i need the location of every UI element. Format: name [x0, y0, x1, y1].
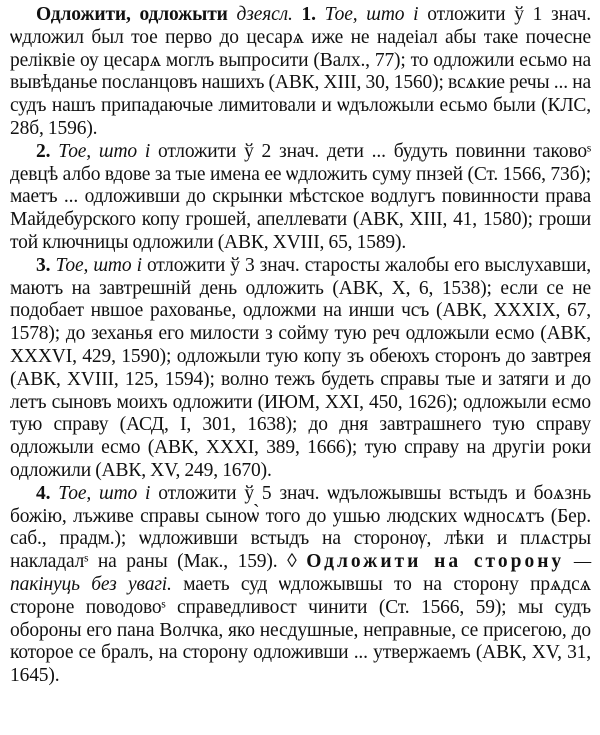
- sense-4: 4. Тое, што і отложити ў 5 знач. ѡдъложывшы встыдъ и боѧзнь божiю, лъживе справы сыноѡ̀ того до ушью людских ѡдносѧтъ (Бер. саб., прадм.); ѡдложивши встыдъ на сторонѹ, лѣки и плѧстры накладалˢ на раны (Мак., 159). ◊ Одложити на сторону — пакінуць без увагі. маеть суд ѡдложывшы то на сторону прѧдсѧ стороне поводовоˢ справедливост чинити (Ст. 1566, 59); мы судъ обороны его пана Волчка, яко несдушные, неправные, се присегою, до которое се бралъ, на сторону одложивши ... утвержаемъ (АВК, XV, 31, 1645).: [10, 482, 592, 687]
- cross-reference: отложити ў 3 знач.: [146, 254, 300, 276]
- cross-reference: отложити ў 1 знач.: [427, 4, 591, 25]
- headword: Одложити, одложыти: [36, 4, 228, 25]
- part-of-speech: дзеясл.: [236, 4, 293, 25]
- sense-text: ѡдложил был тое перво до цесарѧ иже не надеiал абы таке почесне релiквiе оу цесарѧ моглъ выпросити (Валх., 77); то одложили есьмо на вывѣданье посланцовъ нашихъ (АВК, XIII, 30, 1560); всѧкие речы ... на судъ нашъ припадаючые лимитовали и ѡдъложыли есьмо были (КЛС, 28б, 1596).: [10, 26, 591, 139]
- sense-label: Тое, што і: [55, 254, 142, 276]
- sense-number: 3.: [36, 254, 51, 276]
- sense-3: [10, 255, 591, 483]
- sense-text: старосты жалобы его выслухавши, маютъ на завтрешнiй день одложить (АВК, X, 6, 1538); если се не подобает нвшое рахованье, одложми на инши чсъ (АВК, XXXIX, 67, 1578); до зеханья его милости з сойму тую реч одложыли есмо (АВК, XXXVI, 429, 1590); одложыли тую копу зъ обеюхъ сторонъ до завтрея (АВК, XVIII, 125, 1594); волно тежъ будеть справы тые и затяги и до летъ сыновъ моихъ одложити (ИЮМ, XXI, 450, 1626); одложыли есмо тую справу (АСД, I, 301, 1638); до дня завтрашнего тую справу одложыли есмо (АВК, XXXI, 389, 1666); тую справу на другiи роки одложили (АВК, XV, 249, 1670).: [10, 254, 591, 481]
- sense-text: дети ... будуть повинни таковоˢ девцѣ албо вдове за тые имена ее ѡдложить суму пнзей (Ст. 1566, 73б); маетъ ... одложивши до скрынки мѣстское водлугъ повинности права Майдебурского копу грошей, апеллевати (АВК, XIII, 41, 1580); гроши той ключницы одложили (АВК, XVIII, 65, 1589).: [10, 140, 591, 253]
- cross-reference: отложити ў 2 знач.: [158, 140, 319, 162]
- cross-reference: отложити ў 5 знач.: [158, 482, 320, 504]
- sense-number: 2.: [36, 140, 51, 162]
- sense-2: [10, 141, 591, 255]
- phrase-text: маеть суд ѡдложывшы то на сторону прѧдсѧ стороне поводовоˢ справедливост чинити (Ст. 1566, 59); мы судъ обороны его пана Волчка, яко несдушные, неправные, се присегою, до которое се бралъ, на сторону одложивши ... утвержаемъ (АВК, XV, 31, 1645).: [10, 573, 591, 687]
- sense-number: 4.: [36, 482, 51, 504]
- sense-1: [10, 4, 591, 141]
- phrase: Одложити на сторону: [306, 551, 565, 573]
- sense-number: 1.: [301, 4, 316, 25]
- sense-text: ѡдъложывшы встыдъ и боѧзнь божiю, лъживе справы сыноѡ̀ того до ушью людских ѡдносѧтъ (Бер. саб., прадм.); ѡдложивши встыдъ на сторонѹ, лѣки и плѧстры накладалˢ на раны (Мак., 159).: [10, 482, 591, 573]
- phrase-gloss: — пакінуць без увагі.: [10, 551, 592, 595]
- sense-label: Тое, што і: [58, 482, 151, 504]
- sense-label: Тое, што і: [58, 140, 151, 162]
- sense-label: Тое, што і: [324, 4, 419, 25]
